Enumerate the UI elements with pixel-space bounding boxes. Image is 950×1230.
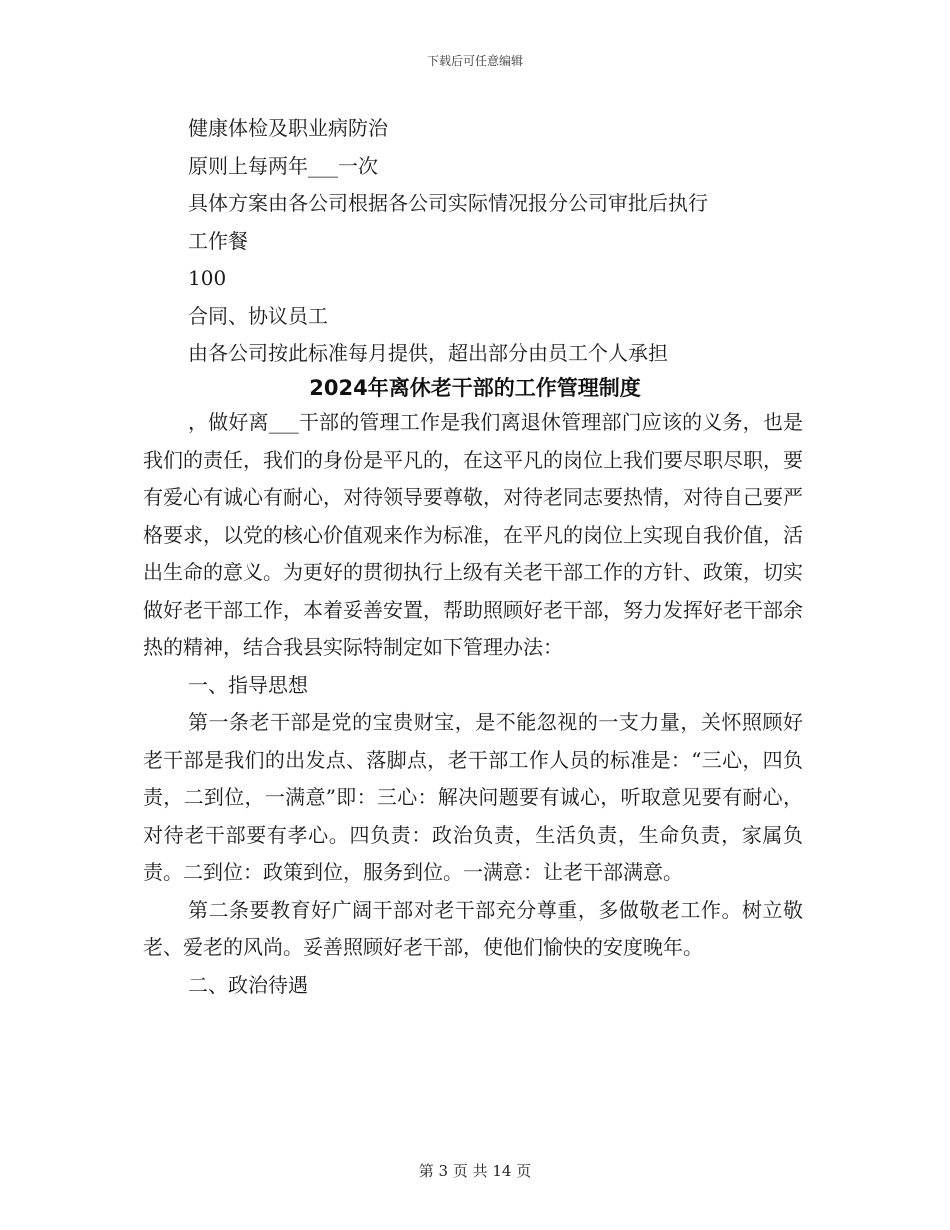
table-line: 工作餐 [188,228,248,253]
section-heading: 一、指导思想 [188,672,308,697]
table-line: 合同、协议员工 [188,303,328,328]
table-line: 具体方案由各公司根据各公司实际情况报分公司审批后执行 [188,191,708,215]
table-fragment [188,110,828,373]
table-line: 健康体检及职业病防治 [188,116,388,140]
page-header: 下载后可任意编辑 [426,54,523,68]
article-paragraph: 第一条老干部是党的宝贵财宝，是不能忽视的一支力量，关怀照顾好老干部是我们的出发点、落脚点，老干部工作人员的标准是：“三心，四负责，二到位，一满意”即：三心：解决问题要有诚心，听取意见要有耐心，对待老干部要有孝心。四负责：政治负责，生活负责，生命负责，家属负责。二到位：政策到位，服务到位。一满意：让老干部满意。 [143,710,803,884]
article-paragraph: 第二条要教育好广阔干部对老干部充分尊重，多做敬老工作。树立敬老、爱老的风尚。妥善照顾好老干部，使他们愉快的安度晚年。 [143,897,803,959]
table-line: 由各公司按此标准每月提供，超出部分由员工个人承担 [188,341,668,365]
intro-paragraph: ，做好离___干部的管理工作是我们离退休管理部门应该的义务，也是我们的责任，我们的身份是平凡的，在这平凡的岗位上我们要尽职尽职，要有爱心有诚心有耐心，对待领导要尊敬，对待老同志要热情，对待自己要严格要求，以党的核心价值观来作为标准，在平凡的岗位上实现自我价值，活出生命的意义。为更好的贯彻执行上级有关老干部工作的方针、政策，切实做好老干部工作，本着妥善安置，帮助照顾好老干部，努力发挥好老干部余热的精神，结合我县实际特制定如下管理办法： [143,410,803,659]
section-heading: 二、政治待遇 [188,972,308,997]
document-title: 2024年离休老干部的工作管理制度 [309,376,641,400]
page-footer: 第 3 页 共 14 页 [418,1162,532,1180]
table-line: 100 [188,266,227,290]
table-line: 原则上每两年___一次 [188,153,378,178]
document-body [143,404,803,1004]
